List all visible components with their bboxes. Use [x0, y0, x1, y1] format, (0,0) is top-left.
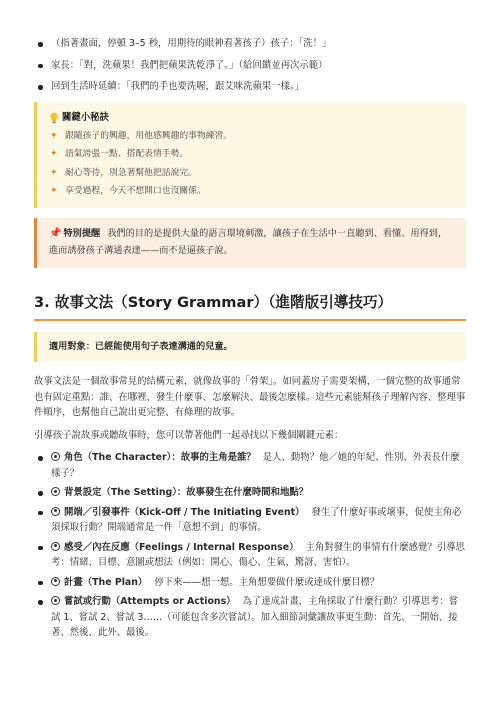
sparkle-icon: ✦: [50, 130, 58, 141]
list-item: 計畫（The Plan） 停下來——想一想。主角想要做什麼或達成什麼目標？: [34, 575, 466, 591]
intro-paragraph: 故事文法是一個故事常見的結構元素，就像故事的「骨架」。如同蓋房子需要架構，一個完整的故事通常也有固定重點：誰、在哪裡、發生什麼事、怎麼解決、最後怎麼樣。這些元素能幫孩子理解內容、整理事件順序，也幫他自己說出更完整、有條理的故事。: [34, 376, 466, 419]
sparkle-icon: ✦: [50, 149, 58, 160]
reminder-text: 我們的目的是提供大量的語言環境刺激，讓孩子在生活中一直聽到、看懂、用得到，進而誘發孩子溝通表達——而不是逼孩子說。: [49, 228, 448, 256]
list-item: （指著畫面，停頓 3–5 秒，用期待的眼神看著孩子）孩子：「洗！」: [34, 36, 466, 52]
list-item: 回到生活時延續：「我們的手也要洗喔，跟艾咪洗蘋果一樣。」: [34, 79, 466, 95]
reminder-callout: [34, 218, 466, 268]
section-divider: [34, 319, 466, 321]
guide-paragraph: 引導孩子說故事或聽故事時，您可以帶著他們一起尋找以下幾個關鍵元素：: [34, 430, 344, 441]
tip-item: ✦ 享受過程，今天不想開口也沒關係。: [49, 184, 454, 199]
tip-item: ✦ 跟隨孩子的興趣，用他感興趣的事物練習。: [49, 129, 454, 144]
tips-heading: [49, 110, 454, 126]
applies-to-callout: 適用對象：已經能使用句子表達溝通的兒童。: [34, 332, 466, 362]
tips-callout: [34, 102, 466, 208]
section-title: 3. 故事文法（Story Grammar）（進階版引導技巧）: [34, 294, 393, 311]
reminder-label: 特別提醒: [63, 228, 101, 239]
target-icon: [51, 452, 60, 461]
tip-item: ✦ 耐心等待，別急著幫他把話說完。: [49, 166, 454, 181]
tips-list: [49, 129, 454, 199]
sparkle-icon: ✦: [50, 167, 58, 178]
target-icon: [51, 487, 60, 496]
pushpin-icon: 📌: [49, 228, 62, 239]
list-item: 開端／引發事件（Kick-Off / The Initiating Event） 發生了什麼好事或壞事，促使主角必須採取行動？開端通常是一件「意想不到」的事情。: [34, 505, 466, 536]
dialogue-list: [34, 36, 466, 101]
tip-item: ✦ 語氣誇張一點、搭配表情手勢。: [49, 147, 454, 162]
bulb-icon: [49, 112, 59, 124]
sparkle-icon: ✦: [50, 186, 58, 197]
list-item: 嘗試或行動（Attempts or Actions） 為了達成計畫，主角採取了什麼行動？引導思考：嘗試 1、嘗試 2、嘗試 3……（可能包含多次嘗試）。加入細節詞彙讓故事更生動：首先、一開始、接著、然後、此外、最後。: [34, 594, 466, 641]
tips-title: 關鍵小秘訣: [62, 112, 109, 123]
list-item: 感受／內在反應（Feelings / Internal Response） 主角對發生的事情有什麼感覺？引導思考：情緒、目標、意圖或想法（例如：開心、傷心、生氣、驚訝、害怕）。: [34, 540, 466, 571]
story-elements-list: [34, 450, 466, 645]
list-item: 家長：「對，洗蘋果！我們把蘋果洗乾淨了。」（給回饋並再次示範）: [34, 58, 466, 74]
target-icon: [51, 507, 60, 516]
target-icon: [51, 542, 60, 551]
list-item: 背景設定（The Setting）：故事發生在什麼時間和地點？: [34, 485, 466, 501]
target-icon: [51, 596, 60, 605]
target-icon: [51, 577, 60, 586]
list-item: 角色（The Character）：故事的主角是誰？ 是人、動物？他／她的年紀、性別、外表長什麼樣子？: [34, 450, 466, 481]
